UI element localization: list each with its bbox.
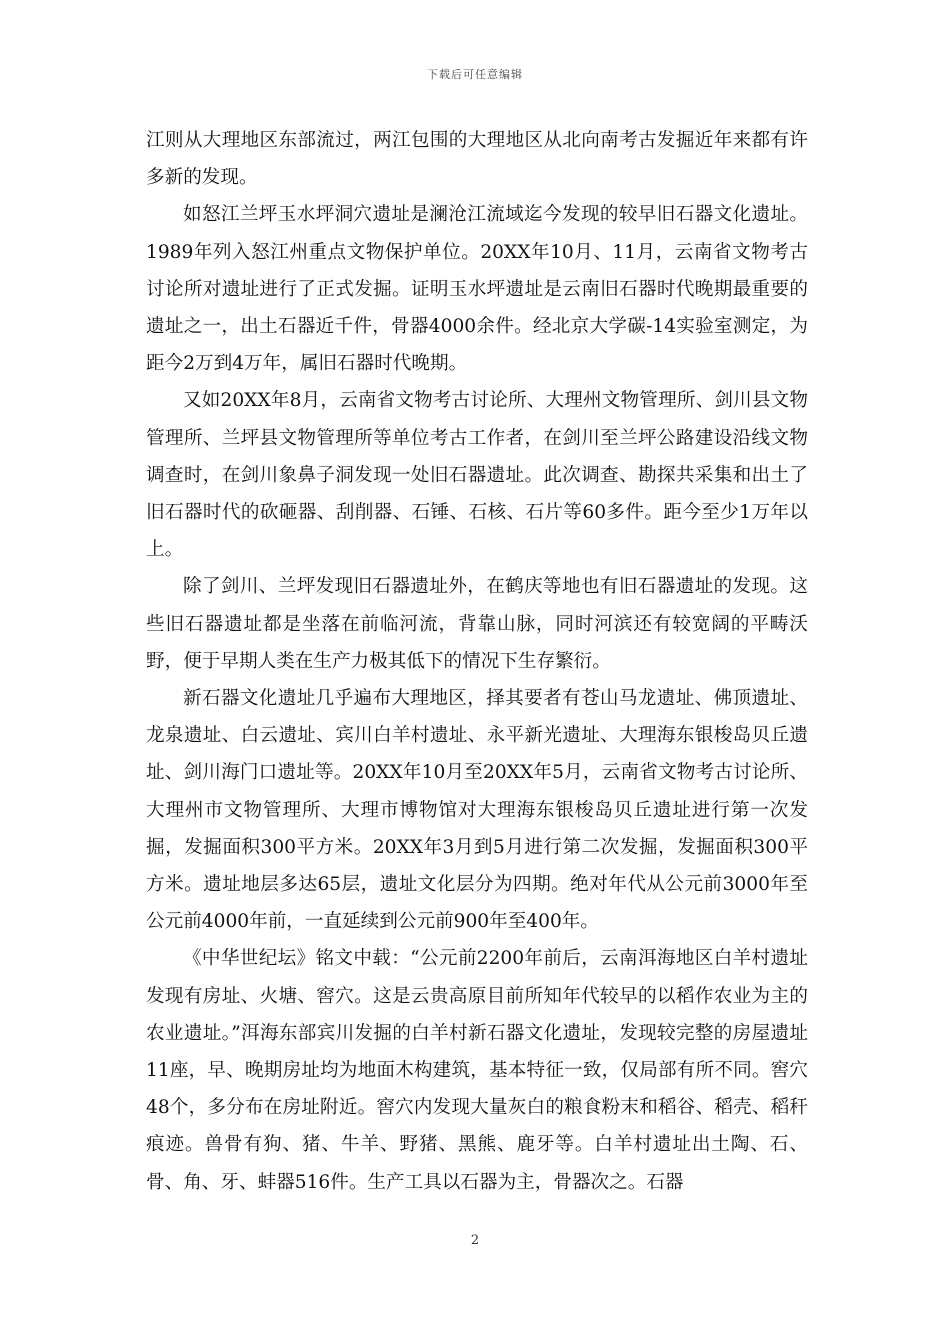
paragraph-baiyangcun: 《中华世纪坛》铭文中载：“公元前2200年前后，云南洱海地区白羊村遗址发现有房址、火塘、窖穴。这是云贵高原目前所知年代较早的以稻作农业为主的农业遗址。”洱海东部宾川发掘的白羊村新石器文化遗址，发现较完整的房屋遗址11座，早、晚期房址均为地面木构建筑，基本特征一致，仅局部有所不同。窖穴48个，多分布在房址附近。窖穴内发现大量灰白的粮食粉末和稻谷、稻壳、稻秆痕迹。兽骨有狗、猪、牛羊、野猪、黑熊、鹿牙等。白羊村遗址出土陶、石、骨、角、牙、蚌器516件。生产工具以石器为主，骨器次之。石器 bbox=[146, 948, 808, 1193]
page-header: 下载后可任意编辑 bbox=[427, 68, 523, 81]
paragraph-yushuiping: 如怒江兰坪玉水坪洞穴遗址是澜沧江流域迄今发现的较早旧石器文化遗址。1989年列入怒江州重点文物保护单位。20XX年10月、11月，云南省文物考古讨论所对遗址进行了正式发掘。证明玉水坪遗址是云南旧石器时代晚期最重要的遗址之一，出土石器近千件，骨器4000余件。经北京大学碳-14实验室测定，为距今2万到4万年，属旧石器时代晚期。 bbox=[146, 204, 808, 375]
paragraph-neolithic: 新石器文化遗址几乎遍布大理地区，择其要者有苍山马龙遗址、佛顶遗址、龙泉遗址、白云遗址、宾川白羊村遗址、永平新光遗址、大理海东银梭岛贝丘遗址、剑川海门口遗址等。20XX年10月至20XX年5月，云南省文物考古讨论所、大理州市文物管理所、大理市博物馆对大理海东银梭岛贝丘遗址进行第一次发掘，发掘面积300平方米。20XX年3月到5月进行第二次发掘，发掘面积300平方米。遗址地层多达65层，遗址文化层分为四期。绝对年代从公元前3000年至公元前4000年前，一直延续到公元前900年至400年。 bbox=[146, 688, 808, 933]
paragraph-continuation: 江则从大理地区东部流过，两江包围的大理地区从北向南考古发掘近年来都有许多新的发现。 bbox=[146, 130, 808, 189]
page-number: 2 bbox=[470, 1233, 480, 1248]
document-body bbox=[146, 122, 808, 1201]
paragraph-heqing: 除了剑川、兰坪发现旧石器遗址外，在鹤庆等地也有旧石器遗址的发现。这些旧石器遗址都是坐落在前临河流，背靠山脉，同时河滨还有较宽阔的平畴沃野，便于早期人类在生产力极其低下的情况下生存繁衍。 bbox=[146, 576, 808, 672]
paragraph-jianchuan: 又如20XX年8月，云南省文物考古讨论所、大理州文物管理所、剑川县文物管理所、兰坪县文物管理所等单位考古工作者，在剑川至兰坪公路建设沿线文物调查时，在剑川象鼻子洞发现一处旧石器遗址。此次调查、勘探共采集和出土了旧石器时代的砍砸器、刮削器、石锤、石核、石片等60多件。距今至少1万年以上。 bbox=[146, 390, 808, 561]
